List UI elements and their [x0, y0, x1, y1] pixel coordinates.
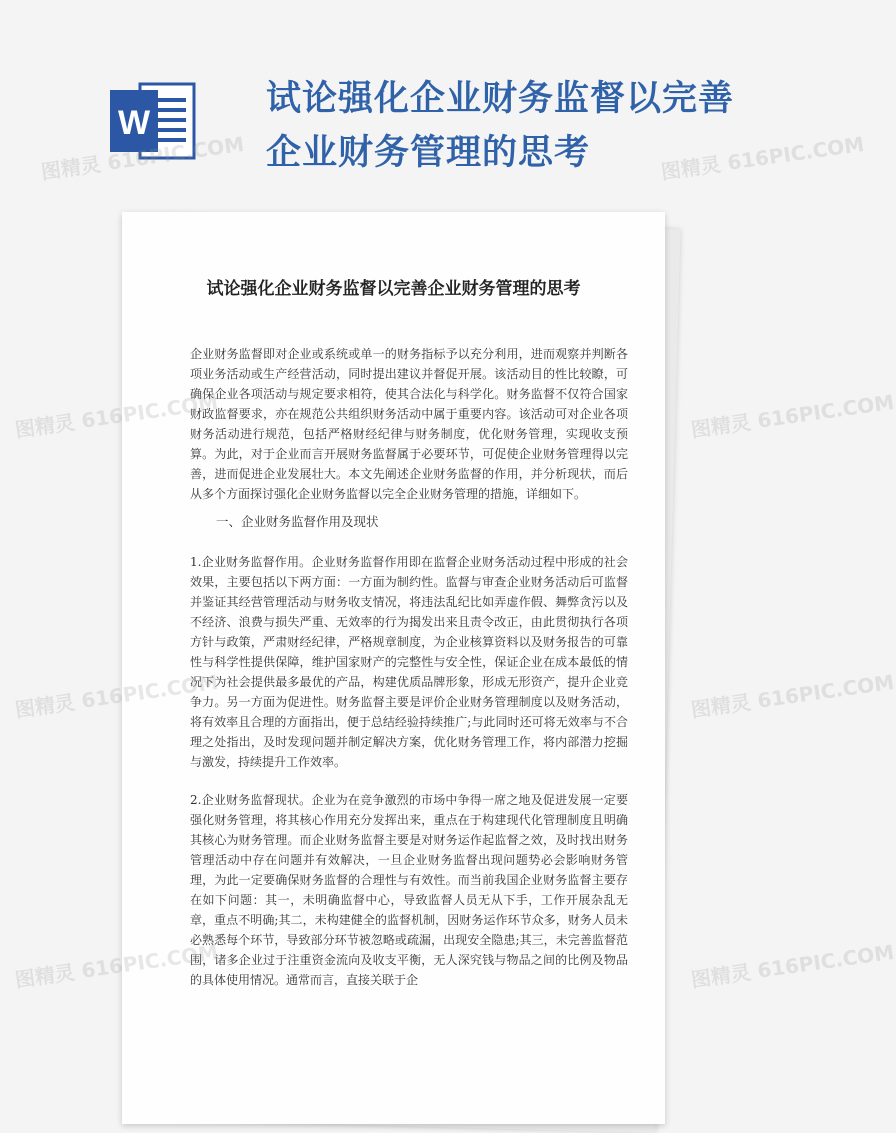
watermark: 图精灵 616PIC.COM: [659, 131, 866, 185]
document-body: [190, 344, 628, 1008]
watermark: 图精灵 616PIC.COM: [689, 389, 896, 443]
intro-paragraph: 企业财务监督即对企业或系统或单一的财务指标予以充分利用，进而观察并判断各项业务活动或生产经营活动，同时提出建议并督促开展。该活动目的性比较瞭，可确保企业各项活动与规定要求相符，使其合法化与科学化。财务监督不仅符合国家财政监督要求，亦在规范公共组织财务活动中属于重要内容。该活动可对企业各项财务活动进行规范，包括严格财经纪律与财务制度，优化财务管理，实现收支预算。为此，对于企业而言开展财务监督属于必要环节，可促使企业财务管理得以完善，进而促进企业发展壮大。本文先阐述企业财务监督的作用，并分析现状，而后从多个方面探讨强化企业财务监督以完全企业财务管理的措施，详细如下。: [190, 347, 628, 501]
paragraph-2: 2.企业财务监督现状。企业为在竞争激烈的市场中争得一席之地及促进发展一定要强化财务管理，将其核心作用充分发挥出来，重点在于构建现代化管理制度且明确其核心为财务管理。而企业财务监督主要是对财务运作起监督之效，及时找出财务管理活动中存在问题并有效解决，一旦企业财务监督出现问题势必会影响财务管理，为此一定要确保财务监督的合理性与有效性。而当前我国企业财务监督主要存在如下问题：其一，未明确监督中心，导致监督人员无从下手，工作开展杂乱无章，重点不明确;其二，未构建健全的监督机制，因财务运作环节众多，财务人员未必熟悉每个环节，导致部分环节被忽略或疏漏，出现安全隐患;其三，未完善监督范围，诸多企业过于注重资金流向及收支平衡，无人深究钱与物品之间的比例及物品的具体使用情况。通常而言，直接关联于企: [190, 793, 628, 987]
paragraph-1: 1.企业财务监督作用。企业财务监督作用即在监督企业财务活动过程中形成的社会效果，主要包括以下两方面：一方面为制约性。监督与审查企业财务活动后可监督并鉴证其经营管理活动与财务收支情况，将违法乱纪比如弄虚作假、舞弊贪污以及不经济、浪费与损失严重、无效率的行为揭发出来且责令改正，由此贯彻执行各项方针与政策，严肃财经纪律，严格规章制度，为企业核算资料以及财务报告的可靠性与科学性提供保障，维护国家财产的完整性与安全性，保证企业在成本最低的情况下为社会提供最多最优的产品，构建优质品牌形象，形成无形资产，提升企业竞争力。另一方面为促进性。财务监督主要是评价企业财务管理制度以及财务活动，将有效率且合理的方面指出，便于总结经验持续推广;与此同时还可将无效率与不合理之处指出，及时发现问题并制定解决方案，优化财务管理工作，将内部潜力挖掘与激发，持续提升工作效率。: [190, 555, 628, 769]
page-title-line1: 试论强化企业财务监督以完善: [266, 79, 735, 119]
svg-text:W: W: [117, 104, 151, 142]
page-title-line2: 企业财务管理的思考: [266, 133, 591, 173]
document-title: 试论强化企业财务监督以完善企业财务管理的思考: [206, 279, 581, 299]
watermark: 图精灵 616PIC.COM: [39, 131, 246, 185]
watermark: 图精灵 616PIC.COM: [13, 669, 220, 723]
watermark: 图精灵 616PIC.COM: [689, 939, 896, 993]
watermark: 图精灵 616PIC.COM: [689, 669, 896, 723]
watermark: 图精灵 616PIC.COM: [13, 389, 220, 443]
watermark: 图精灵 616PIC.COM: [13, 939, 220, 993]
section-heading: 一、企业财务监督作用及现状: [216, 514, 379, 529]
